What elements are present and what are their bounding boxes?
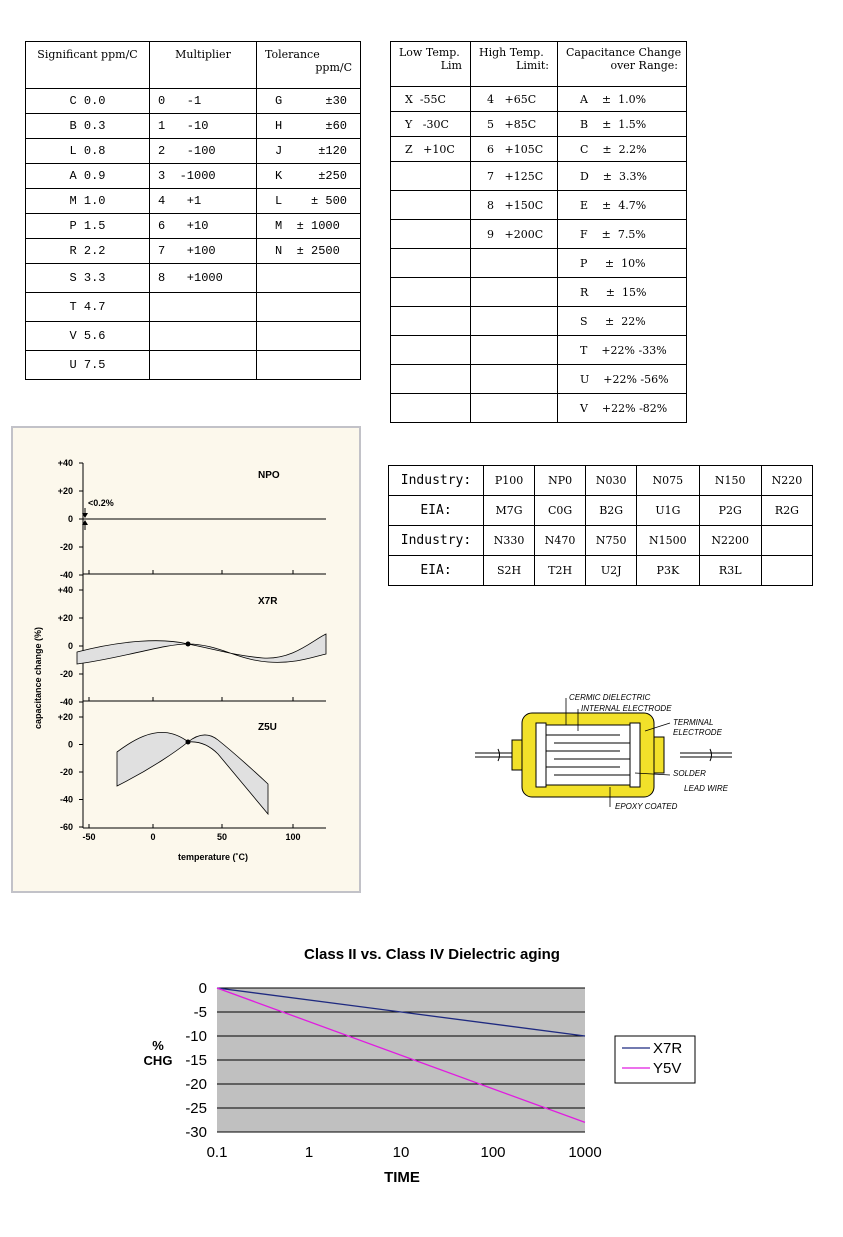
temp-cell	[391, 249, 471, 278]
ppm-row	[26, 293, 361, 322]
temp-cell: Y -30C	[391, 112, 471, 137]
header-low-temp	[391, 42, 471, 87]
ppm-cell: 3 -1000	[150, 164, 257, 189]
code-cell: N750	[586, 526, 637, 556]
temp-row	[391, 162, 687, 191]
temp-cell	[391, 278, 471, 307]
code-cell: NP0	[535, 466, 586, 496]
aging-ytick: -30	[185, 1124, 207, 1141]
ppm-row	[26, 189, 361, 214]
code-cell	[761, 526, 812, 556]
ppm-cell	[150, 293, 257, 322]
ppm-cell: S 3.3	[26, 264, 150, 293]
code-cell: N030	[586, 466, 637, 496]
temperature-code-table	[390, 41, 687, 423]
tc-ytick: +40	[57, 585, 73, 595]
aging-ytick: -15	[185, 1052, 207, 1069]
temp-row	[391, 137, 687, 162]
ppm-cell: G ±30	[257, 89, 361, 114]
temp-cell	[471, 365, 558, 394]
aging-ytick: -10	[185, 1028, 207, 1045]
aging-chart-title: Class II vs. Class IV Dielectric aging	[304, 946, 560, 963]
code-cell: U1G	[637, 496, 699, 526]
aging-legend	[615, 1036, 695, 1083]
ppm-cell	[150, 322, 257, 351]
temp-row	[391, 112, 687, 137]
temp-cell: E ± 4.7%	[558, 191, 687, 220]
label-terminal: TERMINAL	[673, 718, 714, 727]
header-cap-line2: over Range:	[610, 59, 678, 72]
temp-cell	[471, 278, 558, 307]
row-label: EIA:	[389, 496, 484, 526]
temp-row	[391, 336, 687, 365]
ppm-cell: 2 -100	[150, 139, 257, 164]
ppm-cell: K ±250	[257, 164, 361, 189]
temp-cell: 5 +85C	[471, 112, 558, 137]
temp-cell	[471, 336, 558, 365]
ppm-cell: 7 +100	[150, 239, 257, 264]
temp-cell: S ± 22%	[558, 307, 687, 336]
tc-ytick: -20	[59, 669, 73, 679]
code-cell: P2G	[699, 496, 761, 526]
ppm-cell: L 0.8	[26, 139, 150, 164]
ppm-cell	[257, 293, 361, 322]
ppm-row	[26, 139, 361, 164]
ppm-cell: M ± 1000	[257, 214, 361, 239]
ppm-cell: B 0.3	[26, 114, 150, 139]
row-label: Industry:	[389, 526, 484, 556]
ppm-cell	[257, 322, 361, 351]
temp-header-row	[391, 42, 687, 87]
aging-xtick: 10	[392, 1144, 410, 1161]
aging-ytick: -25	[185, 1100, 207, 1117]
label-solder: SOLDER	[673, 769, 706, 778]
temperature-characteristic-chart	[13, 428, 359, 891]
ppm-row	[26, 351, 361, 380]
ppm-cell: 4 +1	[150, 189, 257, 214]
ppm-cell: 0 -1	[150, 89, 257, 114]
temp-cell	[471, 394, 558, 423]
code-cell: N1500	[637, 526, 699, 556]
tc-ytick: -20	[59, 542, 73, 552]
ppm-cell: U 7.5	[26, 351, 150, 380]
ppm-cell: V 5.6	[26, 322, 150, 351]
aging-xlabel: TIME	[384, 1169, 420, 1186]
tc-ylabel: capacitance change (%)	[33, 626, 43, 730]
ppm-row	[26, 114, 361, 139]
label-internal-electrode: INTERNAL ELECTRODE	[581, 704, 672, 713]
temp-row	[391, 87, 687, 112]
tc-xlabel: temperature (˚C)	[177, 852, 249, 862]
ppm-cell: J ±120	[257, 139, 361, 164]
ppm-cell: R 2.2	[26, 239, 150, 264]
ppm-cell: H ±60	[257, 114, 361, 139]
temp-cell: C ± 2.2%	[558, 137, 687, 162]
ppm-row	[26, 239, 361, 264]
ppm-cell: T 4.7	[26, 293, 150, 322]
label-lead-wire: LEAD WIRE	[684, 784, 729, 793]
code-cell: T2H	[535, 556, 586, 586]
tc-ytick: +20	[57, 613, 73, 623]
ppm-cell: M 1.0	[26, 189, 150, 214]
tc-ytick: -40	[59, 570, 73, 580]
tc-ytick: -40	[59, 697, 73, 707]
aging-chart	[130, 935, 730, 1199]
temp-cell: P ± 10%	[558, 249, 687, 278]
ppm-cell	[150, 351, 257, 380]
temp-row	[391, 191, 687, 220]
header-tolerance-line1: Tolerance	[265, 48, 320, 61]
temp-cell: F ± 7.5%	[558, 220, 687, 249]
ppm-cell: N ± 2500	[257, 239, 361, 264]
legend-label: X7R	[653, 1040, 683, 1057]
temp-row	[391, 278, 687, 307]
ppm-code-table	[25, 41, 361, 380]
capacitor-construction-diagram	[470, 685, 750, 824]
aging-ytick: -5	[193, 1004, 207, 1021]
header-cap-line1: Capacitance Change	[566, 46, 682, 59]
header-cap-change	[558, 42, 687, 87]
temp-row	[391, 394, 687, 423]
header-tolerance	[257, 42, 361, 89]
temperature-characteristic-panel	[11, 426, 361, 893]
aging-xtick: 1	[304, 1144, 314, 1161]
code-cell: N330	[484, 526, 535, 556]
code-cell: B2G	[586, 496, 637, 526]
temp-row	[391, 249, 687, 278]
label-electrode: ELECTRODE	[673, 728, 722, 737]
label-dielectric: CERMIC DIELECTRIC	[569, 693, 651, 702]
code-cell: U2J	[586, 556, 637, 586]
industry-eia-row	[389, 526, 813, 556]
code-cell: C0G	[535, 496, 586, 526]
tc-xtick: -50	[82, 832, 96, 842]
header-multiplier: Multiplier	[150, 42, 257, 89]
industry-eia-row	[389, 556, 813, 586]
code-cell	[761, 556, 812, 586]
temp-cell	[391, 220, 471, 249]
header-low-line1: Low Temp.	[399, 46, 460, 59]
code-cell: N150	[699, 466, 761, 496]
ppm-cell: L ± 500	[257, 189, 361, 214]
temp-cell: D ± 3.3%	[558, 162, 687, 191]
code-cell: P100	[484, 466, 535, 496]
temp-cell: R ± 15%	[558, 278, 687, 307]
temp-cell: B ± 1.5%	[558, 112, 687, 137]
tc-ytick: 0	[67, 739, 73, 750]
temp-row	[391, 365, 687, 394]
ppm-row	[26, 264, 361, 293]
temp-cell: U +22% -56%	[558, 365, 687, 394]
tc-ytick: 0	[67, 514, 73, 524]
tc-panel-name: X7R	[258, 596, 278, 607]
temp-cell: 9 +200C	[471, 220, 558, 249]
code-cell: S2H	[484, 556, 535, 586]
temp-cell	[391, 191, 471, 220]
code-cell: M7G	[484, 496, 535, 526]
tc-xtick: 50	[216, 832, 228, 842]
header-tolerance-line2: ppm/C	[315, 61, 352, 74]
aging-ytick: -20	[185, 1076, 207, 1093]
tc-npo-annotation: <0.2%	[88, 498, 114, 508]
temp-row	[391, 307, 687, 336]
ppm-cell: A 0.9	[26, 164, 150, 189]
aging-xtick: 1000	[568, 1144, 602, 1161]
tc-ytick: -20	[59, 767, 73, 777]
capacitor-svg	[470, 685, 750, 820]
tc-xtick: 0	[150, 832, 156, 842]
temp-row	[391, 220, 687, 249]
ppm-cell: 8 +1000	[150, 264, 257, 293]
tc-xtick: 100	[285, 832, 301, 842]
ppm-row	[26, 214, 361, 239]
industry-eia-table	[388, 465, 813, 586]
code-cell: R3L	[699, 556, 761, 586]
ppm-cell: 6 +10	[150, 214, 257, 239]
temp-cell	[391, 162, 471, 191]
header-high-temp	[471, 42, 558, 87]
tc-panel-name: NPO	[258, 470, 280, 481]
aging-ylabel-2: CHG	[143, 1053, 173, 1068]
code-cell: N075	[637, 466, 699, 496]
temp-cell: 8 +150C	[471, 191, 558, 220]
aging-ylabel-1: %	[152, 1038, 164, 1053]
ppm-row	[26, 164, 361, 189]
temp-cell: X -55C	[391, 87, 471, 112]
temp-cell: A ± 1.0%	[558, 87, 687, 112]
temp-cell: T +22% -33%	[558, 336, 687, 365]
industry-eia-row	[389, 466, 813, 496]
code-cell: N2200	[699, 526, 761, 556]
code-cell: N470	[535, 526, 586, 556]
tc-panel-name: Z5U	[258, 722, 277, 733]
aging-xtick: 0.1	[206, 1144, 228, 1161]
aging-ytick: 0	[198, 980, 207, 997]
ppm-cell: 1 -10	[150, 114, 257, 139]
aging-xtick: 100	[480, 1144, 506, 1161]
temp-cell: Z +10C	[391, 137, 471, 162]
temp-cell: 6 +105C	[471, 137, 558, 162]
code-cell: R2G	[761, 496, 812, 526]
code-cell: P3K	[637, 556, 699, 586]
ppm-cell: C 0.0	[26, 89, 150, 114]
ppm-row	[26, 322, 361, 351]
tc-ytick: +20	[57, 486, 73, 496]
row-label: Industry:	[389, 466, 484, 496]
ppm-header-row	[26, 42, 361, 89]
header-low-line2: Lim	[440, 59, 462, 72]
aging-chart-svg	[130, 935, 730, 1195]
temp-cell: 7 +125C	[471, 162, 558, 191]
temp-cell	[391, 365, 471, 394]
row-label: EIA:	[389, 556, 484, 586]
ppm-cell: P 1.5	[26, 214, 150, 239]
tc-ytick: -40	[59, 794, 73, 805]
label-epoxy: EPOXY COATED	[615, 802, 678, 811]
temp-cell	[471, 249, 558, 278]
tc-ytick: -60	[59, 822, 73, 832]
industry-eia-row	[389, 496, 813, 526]
header-significant: Significant ppm/C	[26, 42, 150, 89]
temp-cell	[391, 307, 471, 336]
header-high-line1: High Temp.	[479, 46, 544, 59]
ppm-row	[26, 89, 361, 114]
temp-cell	[391, 336, 471, 365]
legend-label: Y5V	[653, 1060, 682, 1077]
temp-cell	[471, 307, 558, 336]
temp-cell: V +22% -82%	[558, 394, 687, 423]
header-high-line2: Limit:	[516, 59, 549, 72]
code-cell: N220	[761, 466, 812, 496]
tc-ytick: +20	[57, 712, 73, 722]
temp-cell: 4 +65C	[471, 87, 558, 112]
tc-ytick: 0	[67, 641, 73, 651]
temp-cell	[391, 394, 471, 423]
tc-ytick: +40	[57, 458, 73, 468]
ppm-cell	[257, 264, 361, 293]
ppm-cell	[257, 351, 361, 380]
